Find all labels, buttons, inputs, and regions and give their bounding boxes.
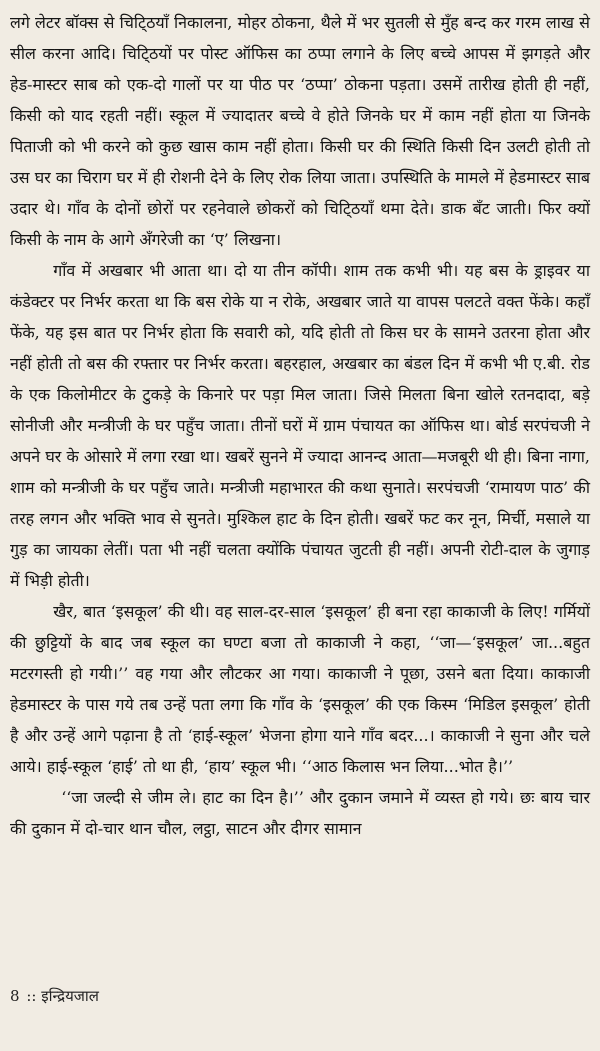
paragraph-1: लगे लेटर बॉक्स से चिटि्ठयाँ निकालना, मोहर ठोकना, थैले में भर सुतली से मुँह बन्द कर गरम लाख से सील करना आदि। चिटि्ठयों पर पोस्ट ऑफिस का ठप्पा लगाने के लिए बच्चे आपस में झगड़ते और हेड-मास्टर साब को एक-दो गालों पर या पीठ पर ‘ठप्पा’ ठोकना पड़ता। उसमें तारीख होती ही नहीं, किसी को याद रहती नहीं। स्कूल में ज्यादातर बच्चे वे होते जिनके घर में काम नहीं होता या जिनके पिताजी को भी करने को कुछ खास काम नहीं होता। किसी घर की स्थिति किसी दिन उलटी होती तो उस घर का चिराग घर में ही रोशनी देने के लिए रोक लिया जाता। उपस्थिति के मामले में हेडमास्टर साब उदार थे। गाँव के दोनों छोरों पर रहनेवाले छोकरों को चिटि्ठयाँ थमा देते। डाक बँट जाती। फिर क्यों किसी के नाम के आगे अँगरेजी का ‘ए’ लिखना। <box>10 13 590 249</box>
book-title: इन्द्रियजाल <box>41 987 99 1005</box>
body-text <box>10 7 590 844</box>
paragraph-4: ‘‘जा जल्दी से जीम ले। हाट का दिन है।’’ और दुकान जमाने में व्यस्त हो गये। छः बाय चार की दुकान में दो-चार थान चौल, लट्ठा, साटन और दीगर सामान <box>10 788 590 838</box>
paragraph-3: खैर, बात ‘इसकूल’ की थी। वह साल-दर-साल ‘इसकूल’ ही बना रहा काकाजी के लिए! गर्मियों की छुट्टियों के बाद जब स्कूल का घण्टा बजा तो काकाजी ने कहा, ‘‘जा—‘इसकूल’ जा...बहुत मटरगस्ती हो गयी।’’ वह गया और लौटकर आ गया। काकाजी ने पूछा, उसने बता दिया। काकाजी हेडमास्टर के पास गये तब उन्हें पता लगा कि गाँव के ‘इसकूल’ की एक किस्म ‘मिडिल इसकूल’ होती है और उन्हें आगे पढ़ाना है तो ‘हाई-स्कूल’ भेजना होगा याने गाँव बदर...। काकाजी ने सुना और चले आये। हाई-स्कूल ‘हाई’ तो था ही, ‘हाय’ स्कूल भी। ‘‘आठ किलास भन लिया...भोत है।’’ <box>10 602 590 776</box>
page-number: 8 <box>10 987 20 1005</box>
page-footer <box>10 986 99 1006</box>
paragraph-2: गाँव में अखबार भी आता था। दो या तीन कॉपी। शाम तक कभी भी। यह बस के ड्राइवर या कंडेक्टर पर निर्भर करता था कि बस रोके या न रोके, अखबार जाते या वापस पलटते वक्त फेंके। कहाँ फेंके, यह इस बात पर निर्भर होता कि सवारी को, यदि होती तो किस घर के सामने उतरना होता और नहीं होती तो बस की रफ्तार पर निर्भर करता। बहरहाल, अखबार का बंडल दिन में कभी भी ए.बी. रोड के एक किलोमीटर के टुकड़े के किनारे पर पड़ा मिल जाता। जिसे मिलता बिना खोले रतनदादा, बड़े सोनीजी और मन्त्रीजी के घर पहुँच जाता। तीनों घरों में ग्राम पंचायत का ऑफिस था। बोर्ड सरपंचजी ने अपने घर के ओसारे में लगा रखा था। खबरें सुनने में ज्यादा आनन्द आता—मजबूरी थी ही। बिना नागा, शाम को मन्त्रीजी के घर पहुँच जाते। मन्त्रीजी महाभारत की कथा सुनाते। सरपंचजी ‘रामायण पाठ’ की तरह लगन और भक्ति भाव से सुनते। मुश्किल हाट के दिन होती। खबरें फट कर नून, मिर्ची, मसाले या गुड़ का जायका लेतीं। पता भी नहीं चलता क्योंकि पंचायत जुटती ही नहीं। अपनी रोटी-दाल के जुगाड़ में भिड़ी होती। <box>10 261 590 590</box>
footer-separator: :: <box>26 987 37 1005</box>
